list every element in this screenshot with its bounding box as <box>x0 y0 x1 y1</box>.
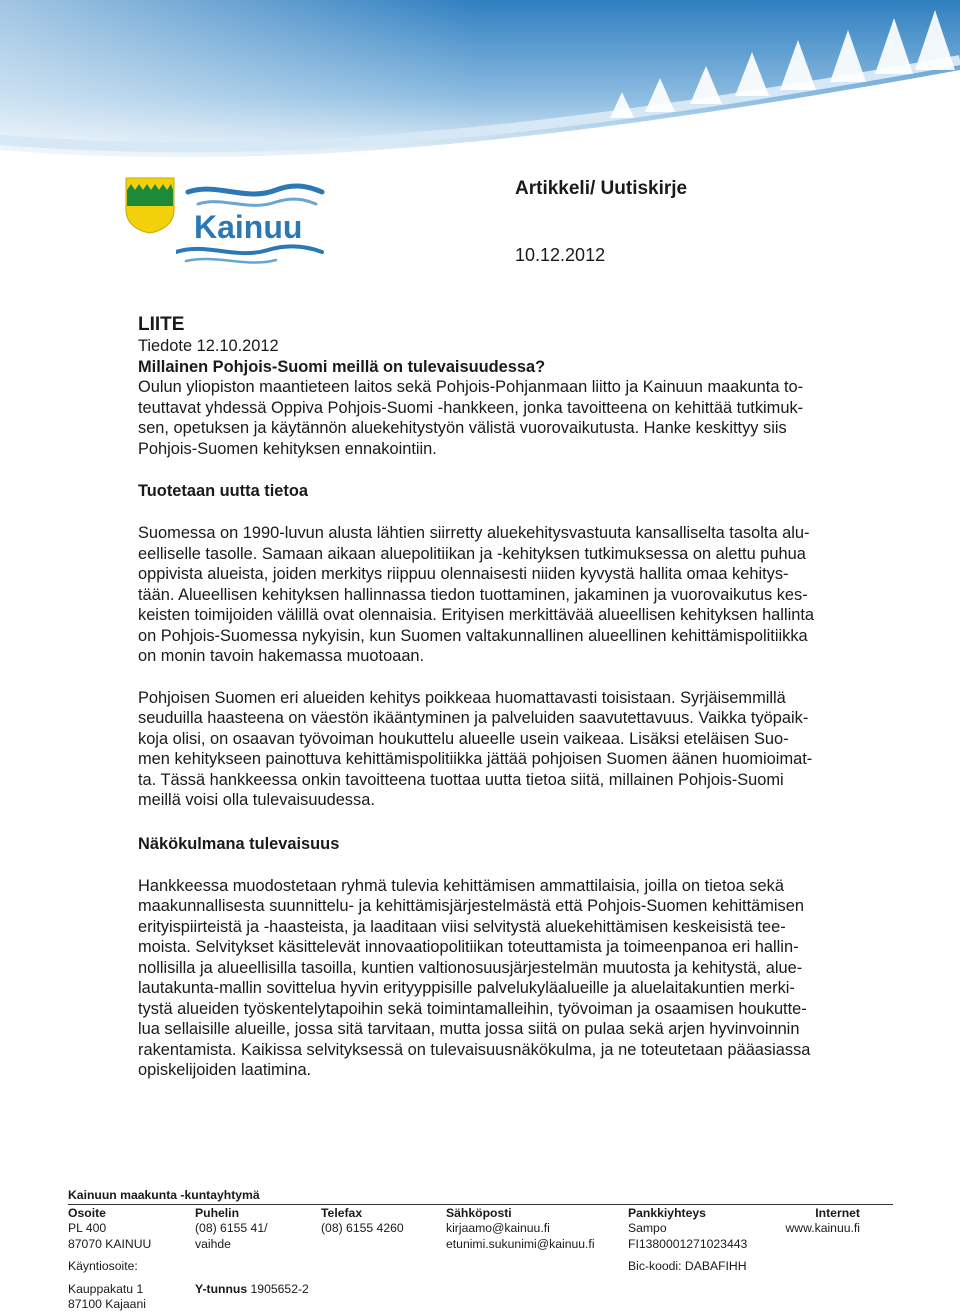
footer-postal-code: 87070 KAINUU <box>68 1236 152 1251</box>
footer-iban: FI1380001271023443 <box>628 1236 748 1251</box>
footer-po-box: PL 400 <box>68 1221 107 1235</box>
coat-of-arms-icon <box>124 176 176 234</box>
document-date: 10.12.2012 <box>515 245 606 265</box>
footer-bank-name: Sampo <box>628 1221 667 1235</box>
header-banner <box>0 0 960 175</box>
footer-email-registry[interactable]: kirjaamo@kainuu.fi <box>446 1221 550 1235</box>
footer-org-name: Kainuun maakunta -kuntayhtymä <box>68 1188 260 1202</box>
kainuu-logo <box>176 180 326 264</box>
footer-phone: (08) 6155 41/ <box>195 1221 268 1235</box>
footer-visit-label: Käyntiosoite: <box>68 1259 138 1273</box>
footer-header-row <box>68 1206 893 1222</box>
footer-city: 87100 Kajaani <box>68 1297 146 1311</box>
footer-divider <box>68 1204 893 1205</box>
footer-email-personal[interactable]: etunimi.sukunimi@kainuu.fi <box>446 1236 595 1251</box>
footer-row-5 <box>68 1297 893 1313</box>
article-title: Millainen Pohjois-Suomi meillä on tulevaisuudessa? <box>138 357 546 376</box>
press-release-date: Tiedote 12.10.2012 <box>138 337 279 355</box>
article-body <box>138 314 868 1081</box>
footer-header-bank: Pankkiyhteys <box>628 1205 706 1220</box>
footer-header-address: Osoite <box>68 1205 106 1220</box>
intro-paragraph: Oulun yliopiston maantieteen laitos sekä Pohjois-Pohjanmaan liitto ja Kainuun maakunta to- teuttavat yhdessä Oppiva Pohjois-Suomi -hankkeen, jonka tavoitteena on kehittää tutkimuk- sen, opetuksen ja käytännön aluekehitystyön välistä vuorovaikutusta. Hanke keskittyy siis Pohjois-Suomen kehityksen ennakointiin. <box>138 378 804 458</box>
footer-business-id: Y-tunnus 1905652-2 <box>195 1281 309 1296</box>
footer-row-3 <box>68 1259 893 1275</box>
footer <box>68 1188 893 1313</box>
section1-paragraph-1: Suomessa on 1990-luvun alusta lähtien siirretty aluekehitysvastuuta kansalliselta tasolta alu- eelliselle tasolle. Samaan aikaan aluepolitiikan ja -kehityksen tutkimuksessa on alettu puhua oppivista alueista, joiden merkitys riippuu olennaisesti niiden kyvystä hallita omaa kehitys- tään. Alueellisen kehityksen hallinnassa tiedon tuottaminen, jakaminen ja vuorovaikutus kes- keisten toimijoiden välillä ovat olennaisia. Erityisen merkittävää alueellisen kehityksen hallinta on Pohjois-Suomessa nykyisin, kun Suomen valtakunnallinen alueellinen kehittämispolitiikka on monin tavoin hakemassa muotoaan. <box>138 524 815 665</box>
attachment-label: LIITE <box>138 314 185 335</box>
document-type: Artikkeli/ Uutiskirje <box>515 178 688 199</box>
footer-header-internet: Internet <box>815 1205 860 1220</box>
footer-street: Kauppakatu 1 <box>68 1281 144 1296</box>
footer-bic: Bic-koodi: DABAFIHH <box>628 1259 747 1273</box>
section-heading-future: Näkökulmana tulevaisuus <box>138 834 340 853</box>
footer-row-4 <box>68 1282 893 1298</box>
footer-phone-note: vaihde <box>195 1236 231 1251</box>
footer-row-2 <box>68 1237 893 1253</box>
section1-paragraph-2: Pohjoisen Suomen eri alueiden kehitys poikkeaa huomattavasti toisistaan. Syrjäisemmillä seuduilla haasteena on väestön ikääntyminen ja palveluiden saavutettavuus. Vaikka työpaik- koja olisi, on osaavan työvoiman houkuttelu alueelle usein vaikeaa. Lisäksi eteläisen Suo- men kehitykseen painottuva kehittämispolitiikka jättää pohjoisen Suomen äänen huomioimat- ta. Tässä hankkeessa onkin tavoitteena tuottaa uutta tietoa siitä, millainen Pohjois-Suomi meillä voisi olla tulevaisuudessa. <box>138 688 813 809</box>
section-heading-new-knowledge: Tuotetaan uutta tietoa <box>138 482 308 500</box>
footer-header-phone: Puhelin <box>195 1205 240 1220</box>
footer-header-fax: Telefax <box>321 1205 363 1220</box>
section2-paragraph-1: Hankkeessa muodostetaan ryhmä tulevia kehittämisen ammattilaisia, joilla on tietoa sekä maakunnallisesta suunnittelu- ja kehittämisjärjestelmästä että Pohjois-Suomen kehittämisen erityispiirteistä ja -haasteista, ja laaditaan viisi selvitystä aluekehittämisen keskeisistä tee- moista. Selvitykset käsittelevät innovaatiopolitiikan toteuttamista ja toimeenpanoa eri hallin- nollisilla ja alueellisilla tasoilla, kuntien valtionosuusjärjestelmän muutosta ja kehitystä, alue- lautakunta-mallin sovittelua hyvin erityyppisille palvelukyläalueille ja aluelaitakuntien merki- tystä alueiden työskentelytapoihin sekä toimintamalleihin, työvoiman ja osaamisen houkutte- lua sellaisille alueille, jossa sitä tarvitaan, mutta jossa siitä on pulaa sekä arjen hyvinvoinnin rakentamista. Kaikissa selvityksessä on tulevaisuusnäkökulma, ja ne toteutetaan pääasiassa opiskelijoiden laatimina. <box>138 876 811 1079</box>
footer-row-1 <box>68 1221 893 1237</box>
footer-website-link[interactable]: www.kainuu.fi <box>785 1221 860 1235</box>
logo-text: Kainuu <box>194 209 303 245</box>
footer-fax: (08) 6155 4260 <box>321 1221 404 1235</box>
footer-header-email: Sähköposti <box>446 1205 512 1220</box>
